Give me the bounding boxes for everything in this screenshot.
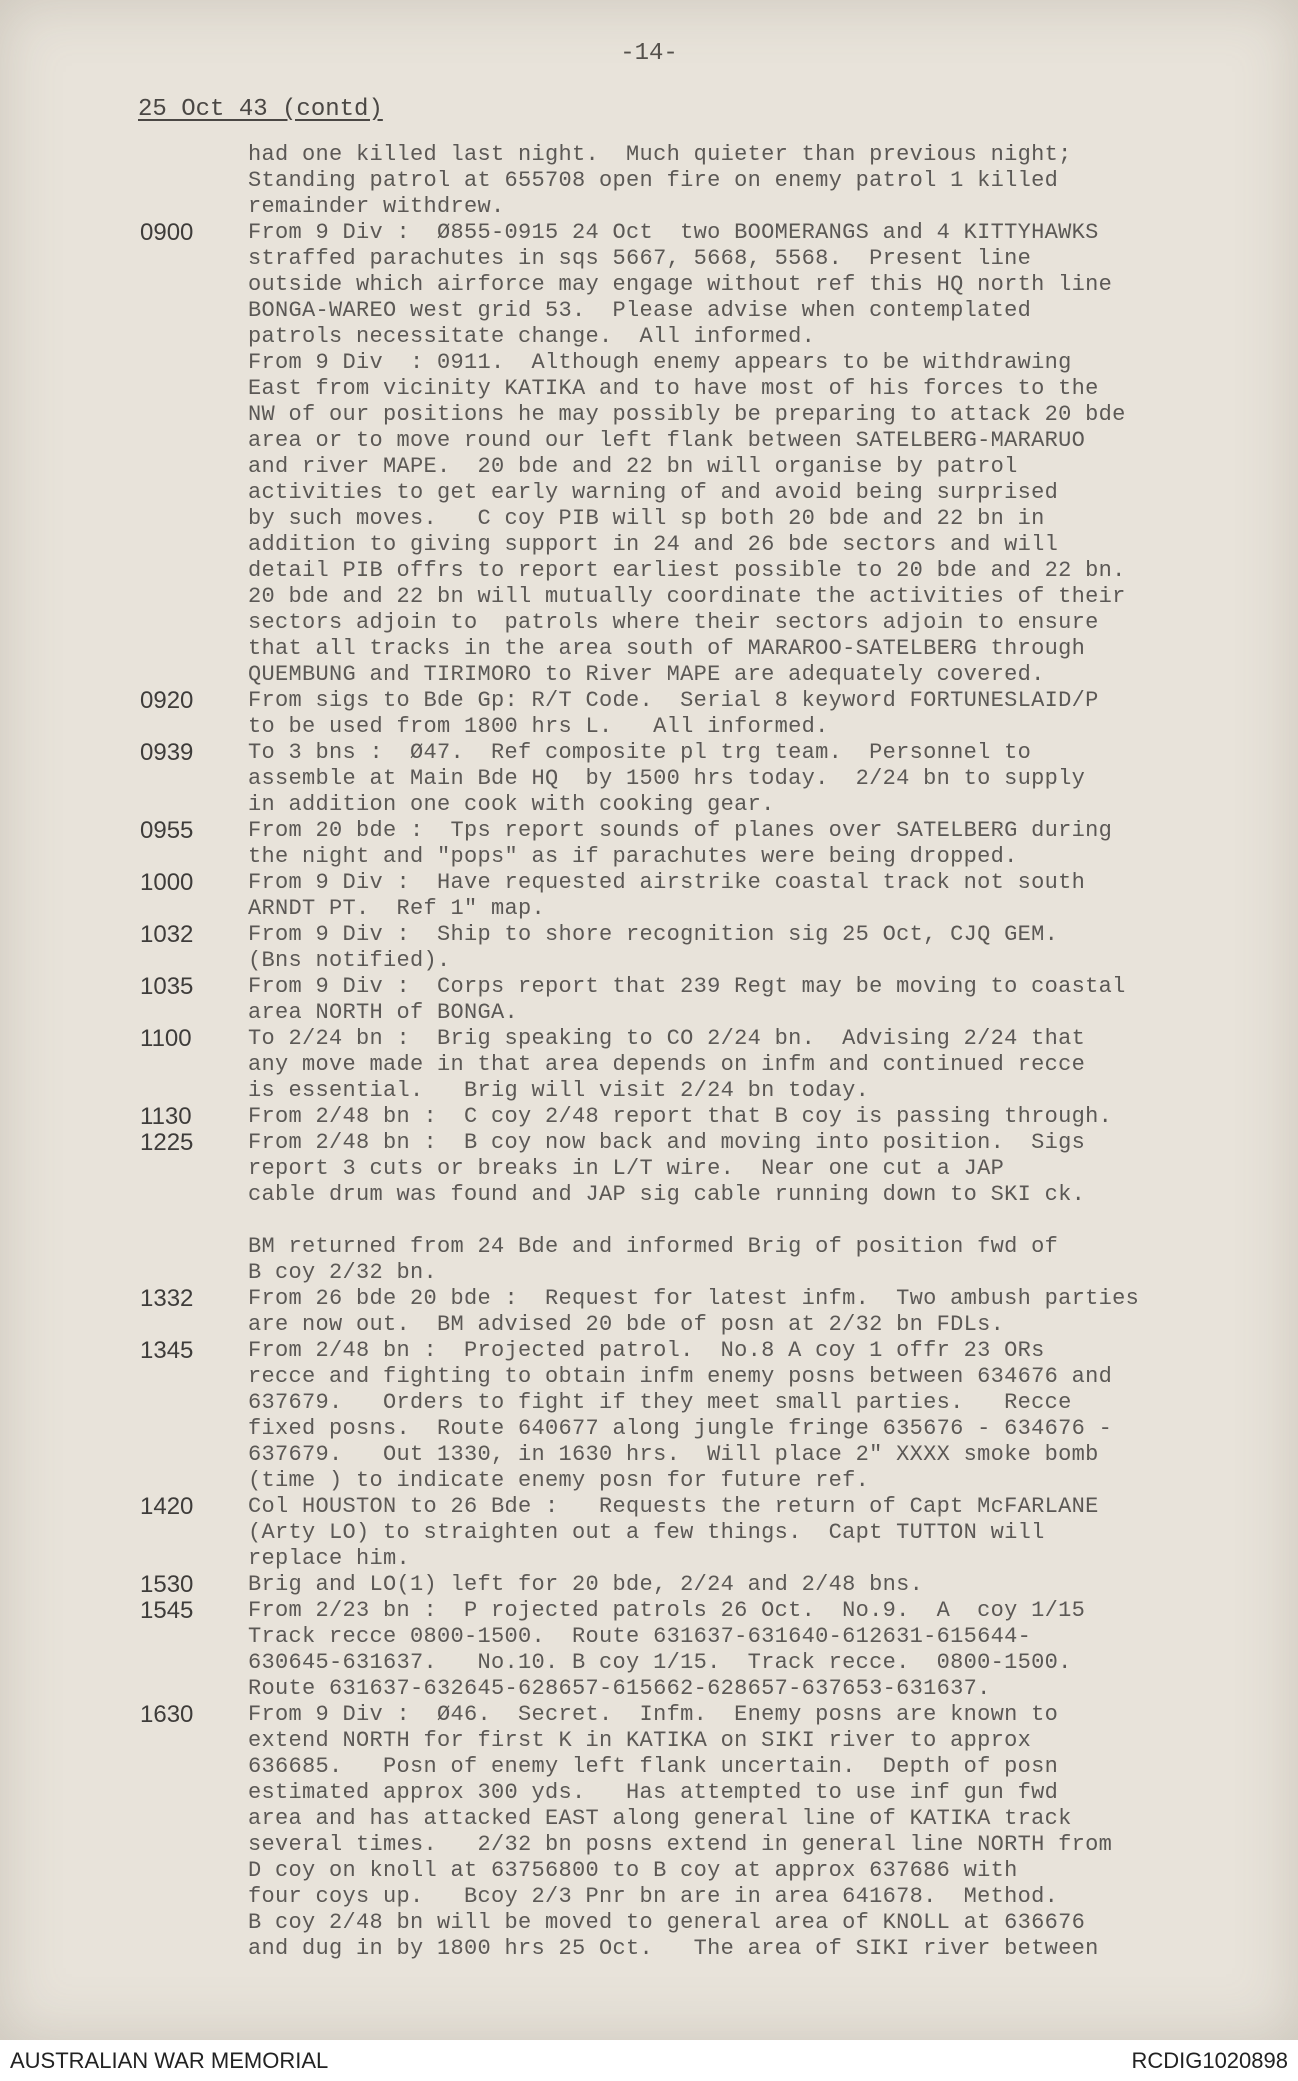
entry-line: extend NORTH for first K in KATIKA on SIKI river to approx	[248, 1728, 1032, 1753]
entry-line: by such moves. C coy PIB will sp both 20 bde and 22 bn in	[248, 506, 1045, 531]
entry-line: report 3 cuts or breaks in L/T wire. Near one cut a JAP	[248, 1156, 1005, 1181]
footer	[0, 2040, 1298, 2081]
date-heading: 25 Oct 43 (contd)	[138, 96, 383, 123]
entry-line: From 2/48 bn : C coy 2/48 report that B coy is passing through.	[248, 1104, 1113, 1129]
entry-line: 637679. Orders to fight if they meet small parties. Recce	[248, 1390, 1072, 1415]
entry-time: 1420	[140, 1493, 194, 1520]
entry-time: 1545	[140, 1597, 194, 1624]
entry-text	[248, 142, 1298, 220]
entry-line: From 2/48 bn : B coy now back and moving into position. Sigs	[248, 1130, 1086, 1155]
diary-entry	[0, 1338, 1298, 1494]
footer-record-id: RCDIG1020898	[1131, 2047, 1288, 2073]
entry-text	[248, 688, 1298, 740]
diary-entry	[0, 1026, 1298, 1104]
entry-line: From 9 Div : Ø855-0915 24 Oct two BOOMERANGS and 4 KITTYHAWKS	[248, 220, 1099, 245]
diary-entry	[0, 1494, 1298, 1572]
diary-entry	[0, 870, 1298, 922]
entry-line: To 3 bns : Ø47. Ref composite pl trg team. Personnel to	[248, 740, 1032, 765]
entry-time: 1630	[140, 1701, 194, 1728]
diary-entry	[0, 740, 1298, 818]
entry-line: ARNDT PT. Ref 1" map.	[248, 896, 546, 921]
entry-text	[248, 1026, 1298, 1104]
entry-line: and river MAPE. 20 bde and 22 bn will organise by patrol	[248, 454, 1018, 479]
entry-line: Brig and LO(1) left for 20 bde, 2/24 and 2/48 bns.	[248, 1572, 924, 1597]
entry-text	[248, 1598, 1298, 1702]
entry-line: the night and "pops" as if parachutes were being dropped.	[248, 844, 1018, 869]
entry-line: (time ) to indicate enemy posn for future ref.	[248, 1468, 870, 1493]
entry-line: (Arty LO) to straighten out a few things. Capt TUTTON will	[248, 1520, 1045, 1545]
entry-line: area NORTH of BONGA.	[248, 1000, 519, 1025]
entry-text	[248, 1494, 1298, 1572]
entry-line: had one killed last night. Much quieter than previous night;	[248, 142, 1072, 167]
entry-text	[248, 974, 1298, 1026]
diary-entry	[0, 688, 1298, 740]
entry-text	[248, 818, 1298, 870]
entry-line: remainder withdrew.	[248, 194, 505, 219]
entry-time: 1332	[140, 1285, 194, 1312]
entry-line: that all tracks in the area south of MARAROO-SATELBERG through	[248, 636, 1086, 661]
entry-line: From 9 Div : Have requested airstrike coastal track not south	[248, 870, 1086, 895]
war-diary-entries	[0, 142, 1298, 1962]
entry-line: recce and fighting to obtain infm enemy posns between 634676 and	[248, 1364, 1113, 1389]
entry-line: Route 631637-632645-628657-615662-628657-637653-631637.	[248, 1676, 991, 1701]
diary-entry	[0, 142, 1298, 220]
entry-line: several times. 2/32 bn posns extend in general line NORTH from	[248, 1832, 1113, 1857]
page-number: -14-	[620, 40, 678, 67]
entry-line: From 20 bde : Tps report sounds of planes over SATELBERG during	[248, 818, 1113, 843]
entry-line: From 9 Div : 0911. Although enemy appears to be withdrawing	[248, 350, 1072, 375]
entry-line: From 9 Div : Corps report that 239 Regt may be moving to coastal	[248, 974, 1126, 999]
entry-text	[248, 1104, 1298, 1130]
entry-line: outside which airforce may engage without ref this HQ north line	[248, 272, 1113, 297]
entry-line: replace him.	[248, 1546, 411, 1571]
diary-entry	[0, 1702, 1298, 1962]
entry-text	[248, 1572, 1298, 1598]
entry-line: in addition one cook with cooking gear.	[248, 792, 775, 817]
entry-text	[248, 1702, 1298, 1962]
entry-line: 20 bde and 22 bn will mutually coordinate the activities of their	[248, 584, 1126, 609]
entry-line: 637679. Out 1330, in 1630 hrs. Will place 2" XXXX smoke bomb	[248, 1442, 1099, 1467]
entry-text	[248, 870, 1298, 922]
entry-line: cable drum was found and JAP sig cable running down to SKI ck.	[248, 1182, 1086, 1207]
entry-line: From 9 Div : Ø46. Secret. Infm. Enemy posns are known to	[248, 1702, 1059, 1727]
entry-line: Standing patrol at 655708 open fire on enemy patrol 1 killed	[248, 168, 1059, 193]
entry-line: fixed posns. Route 640677 along jungle fringe 635676 - 634676 -	[248, 1416, 1113, 1441]
diary-entry	[0, 1572, 1298, 1598]
diary-entry	[0, 1234, 1298, 1286]
entry-line: to be used from 1800 hrs L. All informed.	[248, 714, 829, 739]
entry-line: assemble at Main Bde HQ by 1500 hrs today. 2/24 bn to supply	[248, 766, 1086, 791]
entry-time: 0939	[140, 739, 194, 766]
entry-line: From sigs to Bde Gp: R/T Code. Serial 8 keyword FORTUNESLAID/P	[248, 688, 1099, 713]
entry-line: area and has attacked EAST along general line of KATIKA track	[248, 1806, 1072, 1831]
entry-text	[248, 1338, 1298, 1494]
entry-text	[248, 1130, 1298, 1208]
entry-line: are now out. BM advised 20 bde of posn at 2/32 bn FDLs.	[248, 1312, 1005, 1337]
entry-line: is essential. Brig will visit 2/24 bn today.	[248, 1078, 870, 1103]
entry-time: 0920	[140, 687, 194, 714]
entry-time: 1530	[140, 1571, 194, 1598]
entry-line: B coy 2/48 bn will be moved to general area of KNOLL at 636676	[248, 1910, 1086, 1935]
entry-line: any move made in that area depends on infm and continued recce	[248, 1052, 1086, 1077]
entry-line: Track recce 0800-1500. Route 631637-631640-612631-615644-	[248, 1624, 1032, 1649]
entry-line: To 2/24 bn : Brig speaking to CO 2/24 bn. Advising 2/24 that	[248, 1026, 1086, 1051]
diary-entry	[0, 1130, 1298, 1208]
entry-line: From 2/48 bn : Projected patrol. No.8 A coy 1 offr 23 ORs	[248, 1338, 1045, 1363]
entry-time: 1032	[140, 921, 194, 948]
entry-time: 1100	[140, 1025, 192, 1052]
entry-time: 1130	[140, 1103, 192, 1130]
entry-time: 0900	[140, 219, 194, 246]
entry-line: (Bns notified).	[248, 948, 451, 973]
entry-line: detail PIB offrs to report earliest possible to 20 bde and 22 bn.	[248, 558, 1126, 583]
entry-line: patrols necessitate change. All informed.	[248, 324, 816, 349]
entry-time: 1035	[140, 973, 194, 1000]
entry-line: straffed parachutes in sqs 5667, 5668, 5568. Present line	[248, 246, 1032, 271]
entry-text	[248, 1286, 1298, 1338]
footer-archive-name: AUSTRALIAN WAR MEMORIAL	[10, 2047, 329, 2073]
diary-entry	[0, 1104, 1298, 1130]
entry-text	[248, 1234, 1298, 1286]
entry-line: East from vicinity KATIKA and to have most of his forces to the	[248, 376, 1099, 401]
diary-entry	[0, 818, 1298, 870]
diary-entry	[0, 1598, 1298, 1702]
entry-line: NW of our positions he may possibly be preparing to attack 20 bde	[248, 402, 1126, 427]
entry-line: From 2/23 bn : P rojected patrols 26 Oct. No.9. A coy 1/15	[248, 1598, 1086, 1623]
diary-entry	[0, 220, 1298, 688]
entry-line: D coy on knoll at 63756800 to B coy at approx 637686 with	[248, 1858, 1018, 1883]
entry-line: four coys up. Bcoy 2/3 Pnr bn are in area 641678. Method.	[248, 1884, 1059, 1909]
entry-line: 636685. Posn of enemy left flank uncertain. Depth of posn	[248, 1754, 1059, 1779]
entry-line: estimated approx 300 yds. Has attempted to use inf gun fwd	[248, 1780, 1059, 1805]
entry-line: area or to move round our left flank between SATELBERG-MARARUO	[248, 428, 1086, 453]
entry-line: activities to get early warning of and avoid being surprised	[248, 480, 1059, 505]
entry-line: From 26 bde 20 bde : Request for latest infm. Two ambush parties	[248, 1286, 1140, 1311]
entry-line: BONGA-WAREO west grid 53. Please advise when contemplated	[248, 298, 1032, 323]
entry-text	[248, 922, 1298, 974]
entry-time: 1345	[140, 1337, 194, 1364]
entry-line: BM returned from 24 Bde and informed Brig of position fwd of	[248, 1234, 1059, 1259]
entry-line: QUEMBUNG and TIRIMORO to River MAPE are adequately covered.	[248, 662, 1045, 687]
entry-line: and dug in by 1800 hrs 25 Oct. The area of SIKI river between	[248, 1936, 1099, 1961]
entry-line: sectors adjoin to patrols where their sectors adjoin to ensure	[248, 610, 1099, 635]
entry-line: 630645-631637. No.10. B coy 1/15. Track recce. 0800-1500.	[248, 1650, 1072, 1675]
diary-entry	[0, 1286, 1298, 1338]
entry-line: From 9 Div : Ship to shore recognition sig 25 Oct, CJQ GEM.	[248, 922, 1059, 947]
entry-line: B coy 2/32 bn.	[248, 1260, 438, 1285]
diary-entry	[0, 922, 1298, 974]
diary-entry	[0, 974, 1298, 1026]
entry-line: addition to giving support in 24 and 26 bde sectors and will	[248, 532, 1059, 557]
entry-time: 1000	[140, 869, 194, 896]
entry-text	[248, 740, 1298, 818]
entry-line: Col HOUSTON to 26 Bde : Requests the return of Capt McFARLANE	[248, 1494, 1099, 1519]
entry-text	[248, 220, 1298, 688]
entry-time: 0955	[140, 817, 194, 844]
entry-time: 1225	[140, 1129, 194, 1156]
